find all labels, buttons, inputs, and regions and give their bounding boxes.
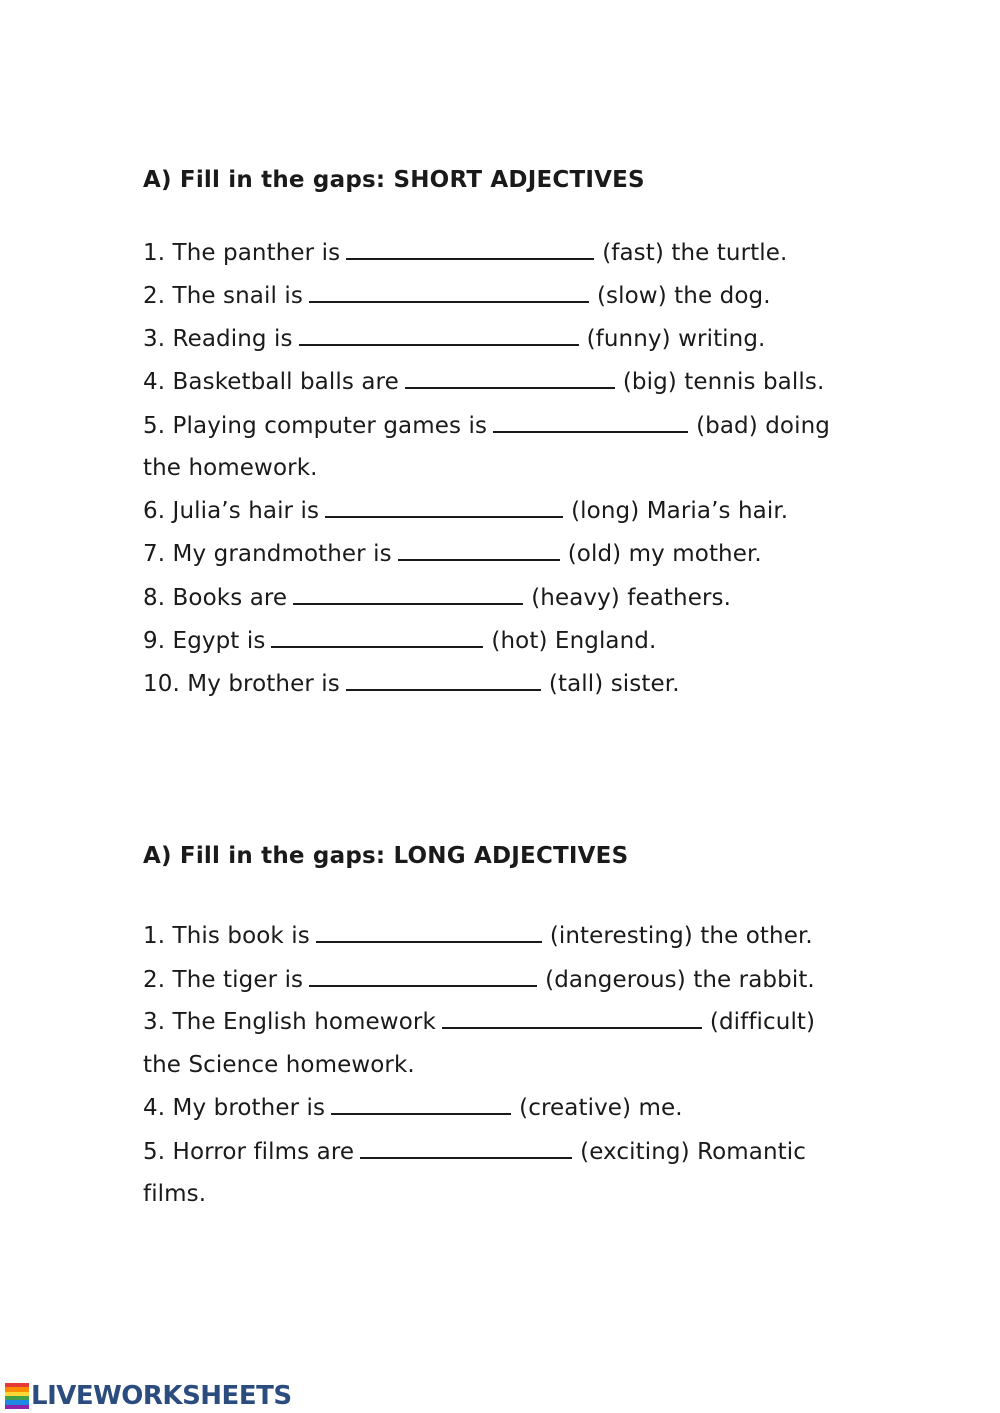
brand-name: LIVEWORKSHEETS — [31, 1381, 292, 1411]
list-item: 2. The snail is (slow) the dog. — [143, 283, 771, 309]
answer-gap[interactable] — [360, 1156, 572, 1159]
answer-gap[interactable] — [316, 940, 542, 943]
answer-gap[interactable] — [346, 688, 541, 691]
answer-gap[interactable] — [309, 300, 589, 303]
answer-gap[interactable] — [493, 430, 688, 433]
answer-gap[interactable] — [271, 645, 483, 648]
liveworksheets-logo-icon — [5, 1383, 29, 1409]
answer-gap[interactable] — [346, 257, 594, 260]
answer-gap[interactable] — [309, 984, 537, 987]
answer-gap[interactable] — [331, 1112, 511, 1115]
list-item-continuation: films. — [143, 1181, 207, 1207]
answer-gap[interactable] — [299, 343, 579, 346]
list-item: 1. The panther is (fast) the turtle. — [143, 240, 788, 266]
list-item: 3. Reading is (funny) writing. — [143, 326, 766, 352]
list-item-continuation: the homework. — [143, 455, 318, 481]
list-item: 2. The tiger is (dangerous) the rabbit. — [143, 967, 815, 993]
list-item: 8. Books are (heavy) feathers. — [143, 585, 732, 611]
list-item: 3. The English homework (difficult) — [143, 1009, 816, 1035]
list-item: 7. My grandmother is (old) my mother. — [143, 541, 762, 567]
list-item-continuation: the Science homework. — [143, 1052, 415, 1078]
answer-gap[interactable] — [405, 386, 615, 389]
list-item: 1. This book is (interesting) the other. — [143, 923, 813, 949]
section-title-long-adjectives: A) Fill in the gaps: LONG ADJECTIVES — [143, 843, 629, 869]
list-item: 9. Egypt is (hot) England. — [143, 628, 657, 654]
list-item: 4. My brother is (creative) me. — [143, 1095, 683, 1121]
answer-gap[interactable] — [442, 1026, 702, 1029]
logo-stripe — [5, 1405, 29, 1409]
list-item: 4. Basketball balls are (big) tennis balls. — [143, 369, 825, 395]
list-item: 10. My brother is (tall) sister. — [143, 671, 680, 697]
answer-gap[interactable] — [293, 602, 523, 605]
section-title-short-adjectives: A) Fill in the gaps: SHORT ADJECTIVES — [143, 167, 645, 193]
answer-gap[interactable] — [325, 515, 563, 518]
list-item: 6. Julia’s hair is (long) Maria’s hair. — [143, 498, 789, 524]
list-item: 5. Playing computer games is (bad) doing — [143, 413, 830, 439]
liveworksheets-logo[interactable] — [5, 1380, 292, 1412]
list-item: 5. Horror films are (exciting) Romantic — [143, 1139, 807, 1165]
answer-gap[interactable] — [398, 558, 560, 561]
